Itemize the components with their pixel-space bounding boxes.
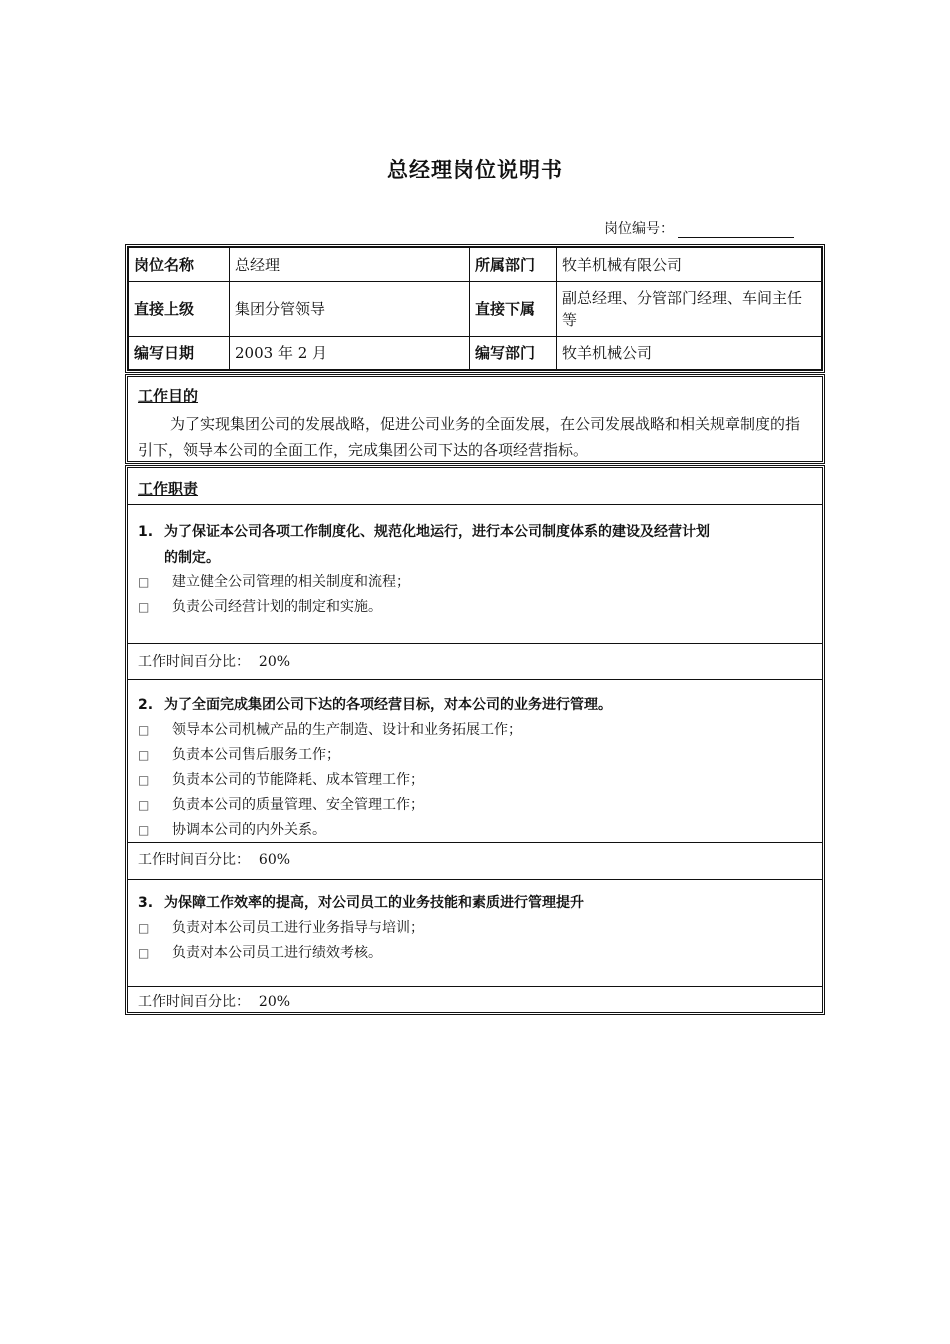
- square-bullet-icon: □: [138, 798, 150, 812]
- square-bullet-icon: □: [138, 575, 150, 589]
- task-item: [138, 768, 424, 792]
- task-item: [138, 570, 410, 594]
- duty-number: 1.: [138, 524, 154, 540]
- duty-block: [128, 880, 822, 987]
- pct-label: 工作时间百分比：: [138, 994, 250, 1010]
- superior-value: 集团分管领导: [230, 282, 470, 337]
- task-text: 负责本公司的质量管理、安全管理工作；: [172, 797, 424, 813]
- task-text: 负责本公司售后服务工作；: [172, 747, 340, 763]
- time-percentage-row: [128, 987, 822, 1012]
- task-text: 负责本公司的节能降耗、成本管理工作；: [172, 772, 424, 788]
- time-percentage: [138, 991, 290, 1011]
- duty-title: [138, 692, 816, 718]
- duty-title-line: 为了保证本公司各项工作制度化、规范化地运行，进行本公司制度体系的建设及经营计划: [164, 524, 710, 540]
- square-bullet-icon: □: [138, 773, 150, 787]
- time-percentage: [138, 651, 290, 671]
- purpose-text: 为了实现集团公司的发展战略，促进公司业务的全面发展，在公司发展战略和相关规章制度的指引下，领导本公司的全面工作，完成集团公司下达的各项经营指标。: [138, 415, 801, 459]
- info-table: [125, 244, 825, 373]
- pct-label: 工作时间百分比：: [138, 852, 250, 868]
- pct-label: 工作时间百分比：: [138, 654, 250, 670]
- duties-section: [125, 465, 825, 1015]
- post-code-blank: [678, 221, 794, 238]
- duty-number: 2.: [138, 697, 154, 713]
- duty-number: 3.: [138, 895, 154, 911]
- duty-title-line: 的制定。: [164, 550, 220, 566]
- task-item: [138, 743, 340, 767]
- duty-title: [138, 890, 816, 916]
- duties-heading-row: [128, 468, 822, 505]
- square-bullet-icon: □: [138, 921, 150, 935]
- subordinate-label: 直接下属: [470, 282, 557, 337]
- square-bullet-icon: □: [138, 600, 150, 614]
- post-code-field: [604, 218, 794, 238]
- pct-value: 60%: [258, 852, 291, 868]
- pct-value: 20%: [258, 654, 291, 670]
- purpose-heading: 工作目的: [138, 387, 199, 405]
- task-text: 领导本公司机械产品的生产制造、设计和业务拓展工作；: [172, 722, 522, 738]
- superior-label: 直接上级: [129, 282, 230, 337]
- post-name-label: 岗位名称: [129, 248, 230, 282]
- task-item: [138, 818, 326, 842]
- task-text: 负责公司经营计划的制定和实施。: [172, 599, 382, 615]
- author-dept-value: 牧羊机械公司: [557, 337, 822, 370]
- task-item: [138, 595, 382, 619]
- task-text: 建立健全公司管理的相关制度和流程；: [172, 574, 410, 590]
- time-percentage-row: [128, 843, 822, 880]
- dept-value: 牧羊机械有限公司: [557, 248, 822, 282]
- task-text: 负责对本公司员工进行绩效考核。: [172, 945, 382, 961]
- task-text: 负责对本公司员工进行业务指导与培训；: [172, 920, 424, 936]
- duties-heading: 工作职责: [138, 480, 199, 498]
- pct-value: 20%: [258, 994, 291, 1010]
- author-dept-label: 编写部门: [470, 337, 557, 370]
- document-title: 总经理岗位说明书: [387, 158, 563, 182]
- post-name-value: 总经理: [230, 248, 470, 282]
- date-value: 2003 年 2 月: [230, 337, 470, 370]
- task-item: [138, 941, 382, 965]
- subordinate-value: 副总经理、分管部门经理、车间主任等: [557, 282, 822, 337]
- duty-block: [128, 680, 822, 843]
- square-bullet-icon: □: [138, 946, 150, 960]
- task-item: [138, 793, 424, 817]
- square-bullet-icon: □: [138, 723, 150, 737]
- duty-title: [138, 519, 816, 571]
- date-label: 编写日期: [129, 337, 230, 370]
- duty-title-line: 为了全面完成集团公司下达的各项经营目标，对本公司的业务进行管理。: [164, 697, 612, 713]
- duty-title-line: 为保障工作效率的提高，对公司员工的业务技能和素质进行管理提升: [164, 895, 584, 911]
- square-bullet-icon: □: [138, 748, 150, 762]
- task-item: [138, 916, 424, 940]
- purpose-section: [125, 374, 825, 464]
- time-percentage-row: [128, 644, 822, 680]
- post-code-label: 岗位编号：: [604, 221, 674, 237]
- dept-label: 所属部门: [470, 248, 557, 282]
- time-percentage: [138, 849, 290, 869]
- task-item: [138, 718, 522, 742]
- duty-block: [128, 505, 822, 644]
- task-text: 协调本公司的内外关系。: [172, 822, 326, 838]
- square-bullet-icon: □: [138, 823, 150, 837]
